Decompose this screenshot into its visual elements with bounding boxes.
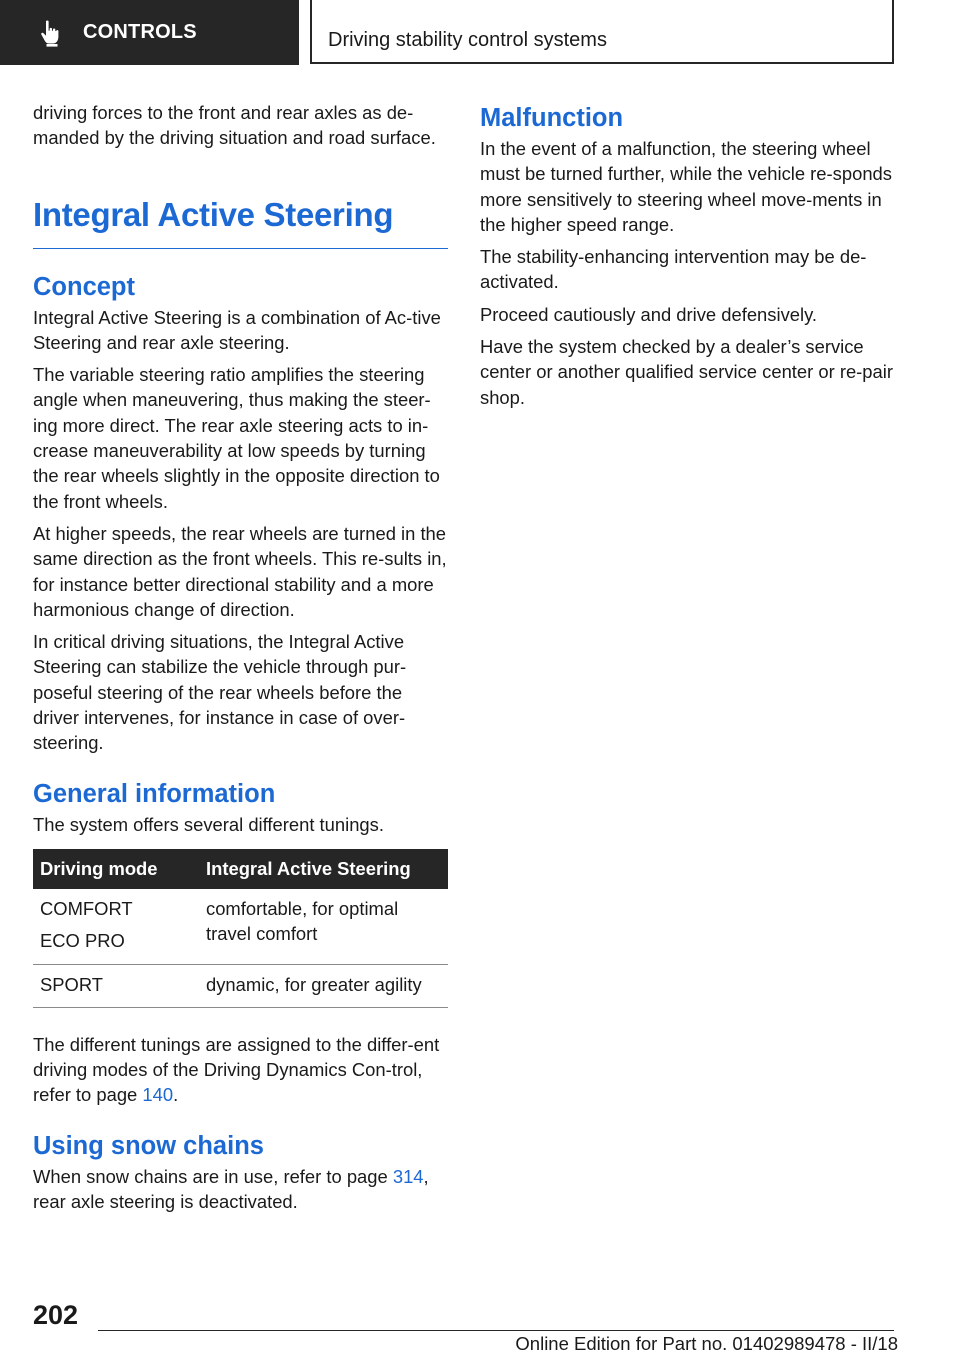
page-title: Integral Active Steering bbox=[33, 196, 448, 249]
malfunction-paragraph: Have the system checked by a dealer’s service center or another qualified service center or re-pair shop. bbox=[480, 336, 893, 408]
section-label: CONTROLS bbox=[83, 21, 197, 43]
page-reference-link[interactable]: 314 bbox=[392, 1165, 424, 1187]
tunings-text-end: . bbox=[173, 1084, 179, 1106]
concept-heading: Concept bbox=[33, 272, 135, 301]
table-row bbox=[33, 964, 448, 1007]
general-information-heading: General information bbox=[33, 779, 276, 808]
snow-chains-heading: Using snow chains bbox=[33, 1131, 264, 1160]
malfunction-paragraph: The stability-enhancing intervention may be de-activated. bbox=[480, 246, 867, 293]
concept-paragraph: The variable steering ratio amplifies the steering angle when maneuvering, thus making the steer-ing more direct. The rear axle steering acts to in-crease maneuverability at low speeds by turning the rear wheels slightly in the opposite direction to the front wheels. bbox=[33, 364, 440, 512]
right-column bbox=[480, 100, 900, 417]
mode-label: COMFORT bbox=[40, 897, 133, 919]
malfunction-paragraph: In the event of a malfunction, the steering wheel must be turned further, while the vehicle re-sponds more sensitively to steering wheel move-ments in the higher speed range. bbox=[480, 138, 892, 235]
snow-chains-paragraph bbox=[33, 1164, 448, 1215]
tunings-text: The different tunings are assigned to the differ-ent driving modes of the Driving Dynamics Con-trol, refer to page bbox=[33, 1033, 440, 1106]
mode-label: SPORT bbox=[40, 973, 104, 995]
edition-note: Online Edition for Part no. 01402989478 - II/18 bbox=[515, 1333, 898, 1354]
driving-mode-cell bbox=[33, 964, 199, 1007]
mode-label: ECO PRO bbox=[40, 930, 125, 952]
intro-paragraph: driving forces to the front and rear axles as de-manded by the driving situation and road surface. bbox=[33, 102, 436, 149]
snow-chains-text: When snow chains are in use, refer to page bbox=[33, 1165, 393, 1187]
tunings-paragraph bbox=[33, 1032, 448, 1108]
general-information-text: The system offers several different tunings. bbox=[33, 813, 384, 835]
table-row bbox=[33, 889, 448, 964]
table-header-row bbox=[33, 849, 448, 889]
concept-paragraph: In critical driving situations, the Integral Active Steering can stabilize the vehicle through pur-poseful steering of the rear wheels before the driver intervenes, for instance in case of over-steering. bbox=[33, 631, 407, 754]
footer-divider bbox=[98, 1330, 894, 1331]
page-reference-link[interactable]: 140 bbox=[142, 1084, 174, 1106]
tunings-table bbox=[33, 849, 448, 1008]
driving-mode-cell bbox=[33, 889, 199, 964]
pointing-hand-icon bbox=[39, 19, 63, 47]
section-tab bbox=[0, 0, 299, 65]
malfunction-heading: Malfunction bbox=[480, 104, 624, 132]
column-header-integral-active-steering: Integral Active Steering bbox=[199, 849, 448, 889]
page-number: 202 bbox=[33, 1300, 79, 1330]
chapter-title: Driving stability control systems bbox=[328, 29, 607, 51]
concept-paragraph: Integral Active Steering is a combination of Ac-tive Steering and rear axle steering. bbox=[33, 306, 441, 353]
tuning-cell: dynamic, for greater agility bbox=[199, 964, 448, 1007]
column-header-driving-mode: Driving mode bbox=[33, 849, 199, 889]
left-column bbox=[33, 100, 448, 1221]
tuning-cell: comfortable, for optimal travel comfort bbox=[199, 889, 448, 964]
concept-paragraph: At higher speeds, the rear wheels are turned in the same direction as the front wheels. This re-sults in, for instance better directional stability and a more harmonious change of direction. bbox=[33, 522, 447, 620]
chapter-header bbox=[310, 0, 894, 64]
snow-chains-text-end: , rear axle steering is deactivated. bbox=[33, 1165, 429, 1213]
malfunction-paragraph: Proceed cautiously and drive defensively. bbox=[480, 303, 818, 325]
